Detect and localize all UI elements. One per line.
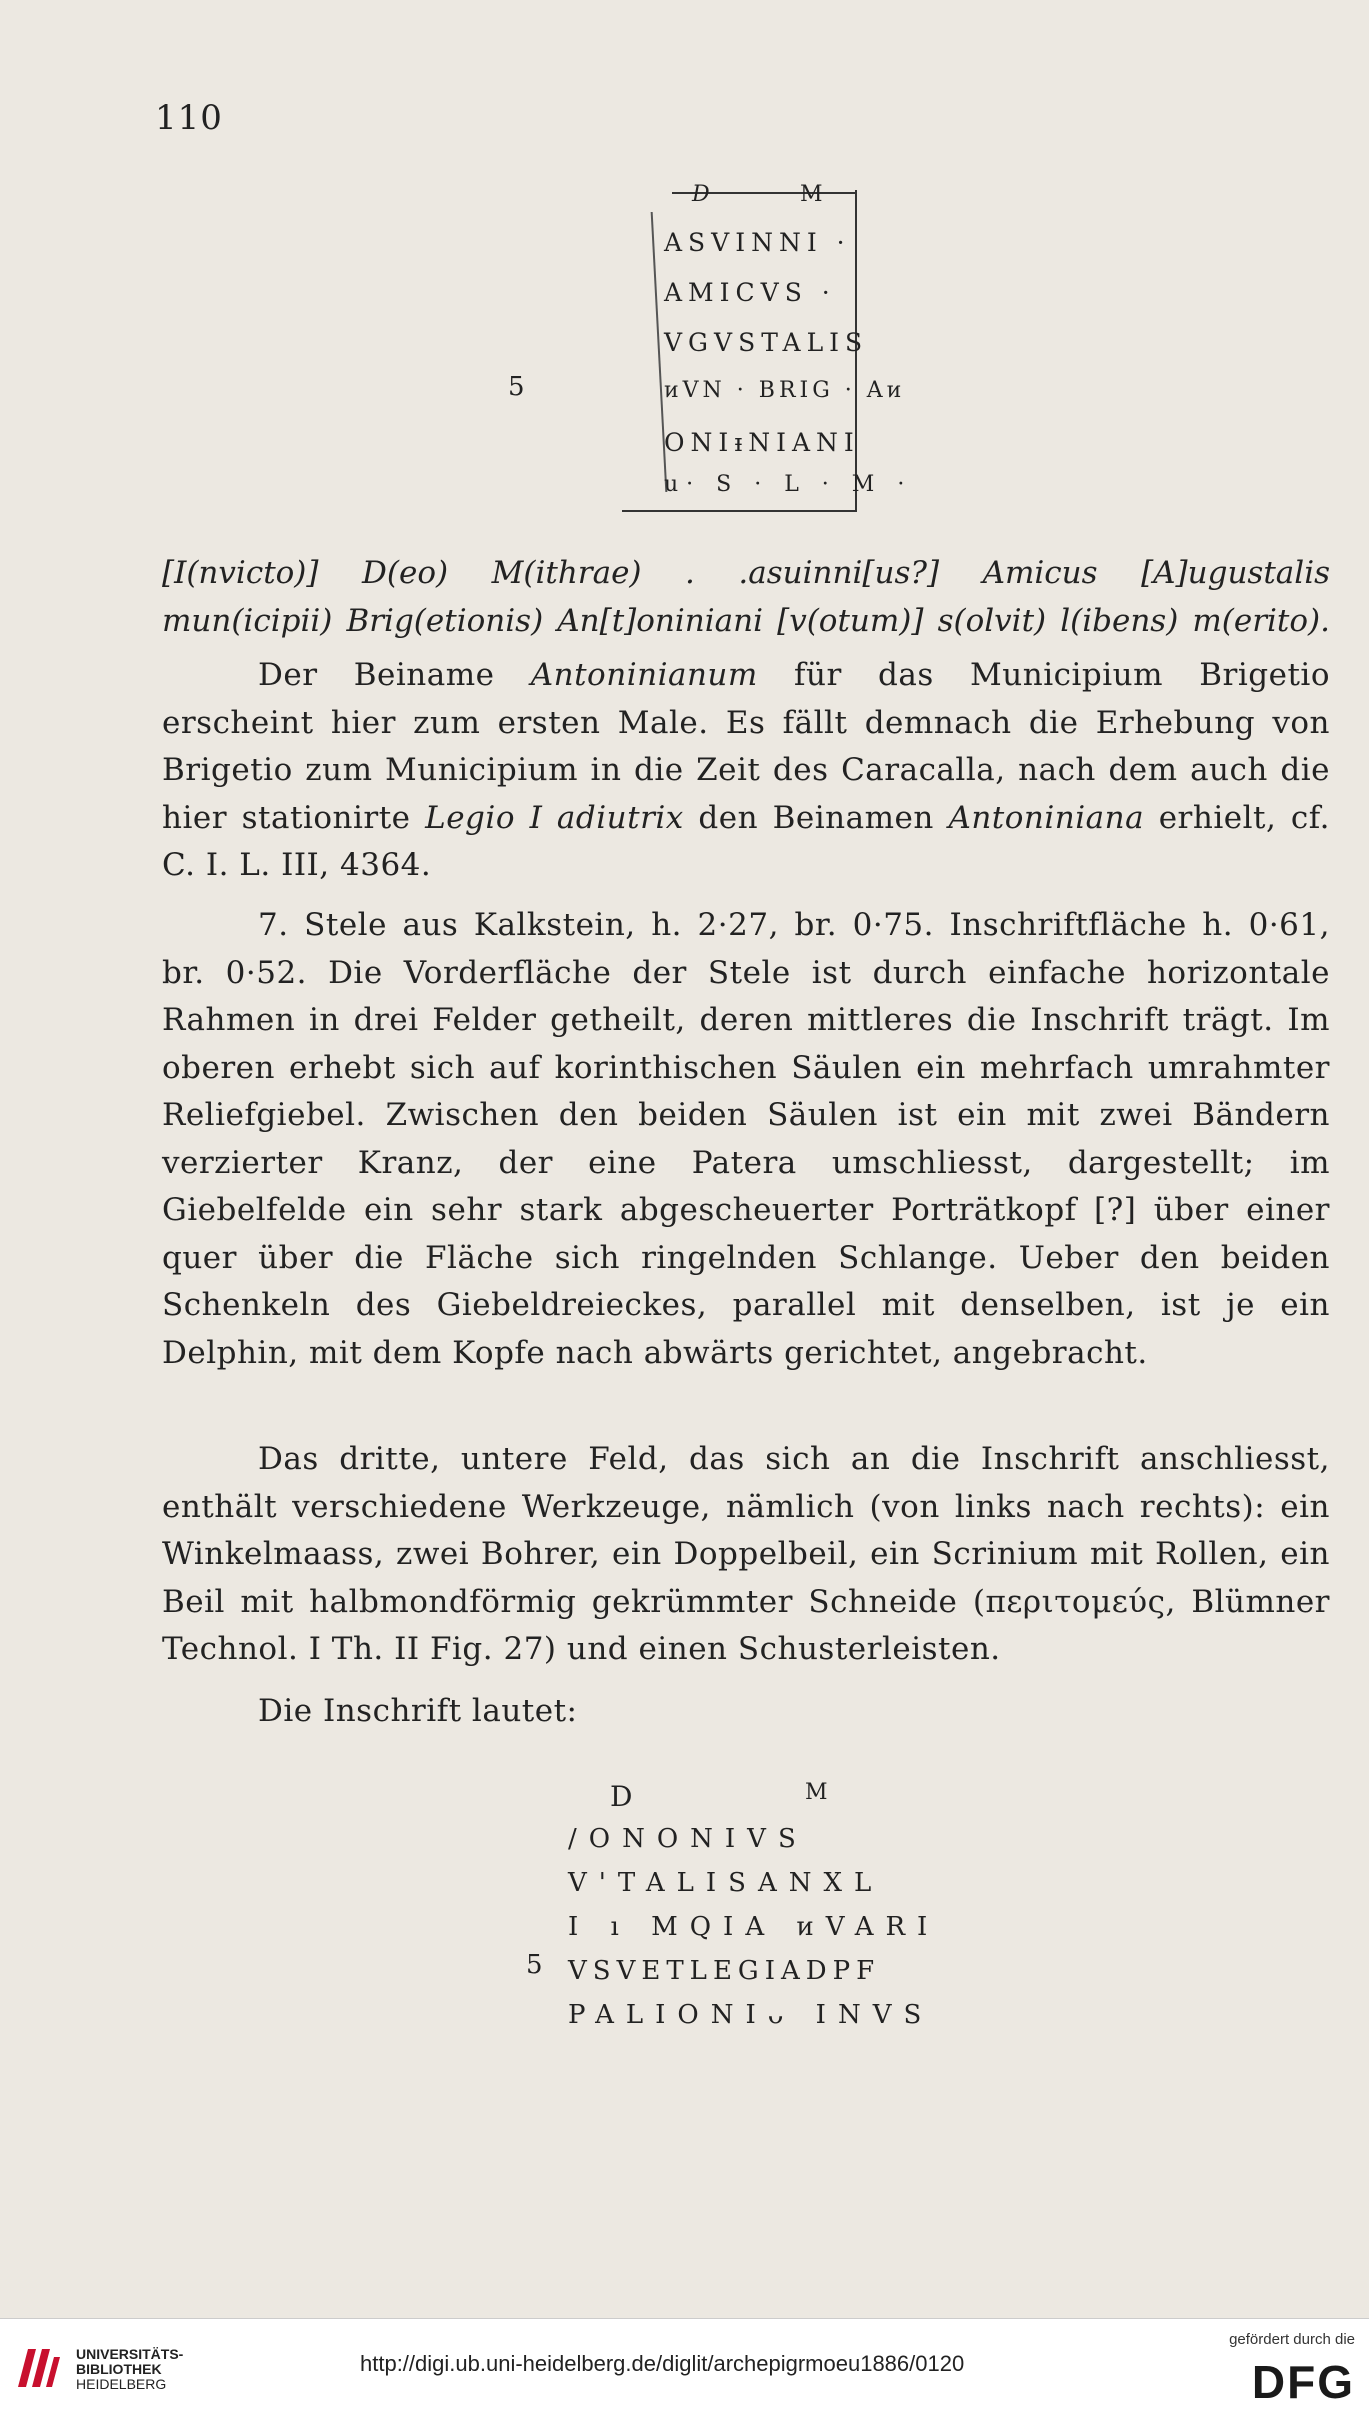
inscription-header-d: D xyxy=(692,182,710,207)
paragraph-text: 7. Stele aus Kalkstein, h. 2·27, br. 0·75. Inschriftfläche h. 0·61, br. 0·52. Die Vorderfläche der Stele ist durch einfache horizontale Rahmen in drei Felder getheilt, deren mittleres die Inschrift trägt. Im oberen erhebt sich auf korinthischen Säulen ein mehrfach umrahmter Reliefgiebel. Zwischen den beiden Säulen ist ein mit zwei Bändern verzierter Kranz, der eine Patera umschliesst, dargestellt; im Giebelfelde ein sehr stark abgescheuerter Porträtkopf [?] über einer quer über die Fläche sich ringelnden Schlange. Ueber den beiden Schenkeln des Giebeldreieckes, parallel mit denselben, ist je ein Delphin, mit dem Kopfe nach abwärts gerichtet, angebracht. xyxy=(162,907,1330,1371)
text-span: Der Beiname xyxy=(258,657,531,693)
inscription-header-m: M xyxy=(800,182,823,207)
inscription-header-m: M xyxy=(805,1780,828,1805)
transcription-part: D(eo) xyxy=(362,555,492,591)
inscription-line-number: 5 xyxy=(526,1950,543,1980)
transcription-part: Brig(etionis) xyxy=(346,602,558,639)
library-name-line: BIBLIOTHEK xyxy=(76,2361,162,2377)
text-span-italic: Antoniniana xyxy=(948,799,1145,836)
transcription-part: m(erito). xyxy=(1192,602,1330,639)
inscription-drawing-2 xyxy=(530,1780,940,2030)
transcription-part: Amicus xyxy=(982,555,1142,591)
transcription-part: . .asuinni[us?] xyxy=(685,555,983,591)
library-name xyxy=(76,2347,183,2392)
inscription-drawing-1 xyxy=(612,182,913,512)
text-span-italic: Legio I adiutrix xyxy=(425,799,684,836)
paragraph-stele xyxy=(162,902,1330,1377)
inscription-line: ᴎVN · BRIG · Aᴎ xyxy=(664,378,906,403)
dfg-logo: DFG xyxy=(1251,2356,1355,2408)
paragraph-text xyxy=(162,652,1330,890)
permalink-url[interactable]: http://digi.ub.uni-heidelberg.de/diglit/archepigrmoeu1886/0120 xyxy=(360,2351,965,2376)
transcription-part: An[t]oniniani xyxy=(557,602,778,639)
inscription-line: PALIONIᴗ INVS xyxy=(568,2000,934,2030)
inscription-line: AMICVS · xyxy=(664,278,836,307)
text-span: den Beinamen xyxy=(683,799,949,836)
text-span: für das Municipium Brigetio erscheint hier zum ersten Male. Es fällt demnach die Erhebung von Brigetio zum Municipium in die Zeit des Caracalla, nach dem auch die hier stationirte xyxy=(162,657,1330,836)
transcription-block xyxy=(162,550,1330,645)
inscription-frame-bottom xyxy=(622,510,857,512)
page-number: 110 xyxy=(155,98,223,138)
inscription-line: /ONONIVS xyxy=(568,1824,808,1854)
paragraph-werkzeuge xyxy=(162,1436,1330,1674)
transcription-part: [A]ugustalis xyxy=(1141,555,1331,591)
inscription-line: VSVETLEGIADPF xyxy=(568,1956,881,1986)
viewer-footer xyxy=(0,2318,1369,2412)
transcription-line-1 xyxy=(162,550,1330,598)
inscription-header-d: D xyxy=(610,1780,633,1813)
inscription-line-number: 5 xyxy=(508,372,525,402)
paragraph-text: Die Inschrift lautet: xyxy=(258,1693,578,1729)
library-name-line: UNIVERSITÄTS- xyxy=(76,2346,184,2362)
inscription-line: VGVSTALIS xyxy=(664,328,869,357)
inscription-header xyxy=(692,182,852,210)
sponsor-text: gefördert durch die xyxy=(1229,2331,1355,2348)
paragraph-text: Das dritte, untere Feld, das sich an die Inschrift anschliesst, enthält verschiedene Werkzeuge, nämlich (von links nach rechts): ein Winkelmaass, zwei Bohrer, ein Doppelbeil, ein Scrinium mit Rollen, ein Beil mit halbmondförmig gekrümmter Schneide (περιτομεύς, Blümner Technol. I Th. II Fig. 27) und einen Schusterleisten. xyxy=(162,1441,1330,1667)
university-library-logo-icon xyxy=(14,2343,62,2391)
inscription-line: ONIᵻNIANI xyxy=(664,428,860,457)
transcription-part: [v(otum)] xyxy=(777,602,938,639)
transcription-part: mun(icipii) xyxy=(162,602,347,639)
transcription-part: M(ithrae) xyxy=(491,555,686,591)
transcription-part: s(olvit) xyxy=(937,602,1061,639)
text-span: erhielt, cf. C. I. L. III, 4364. xyxy=(162,799,1330,883)
inscription-line: I ı MQIA ᴎVARI xyxy=(568,1912,940,1942)
inscription-line: u· S · L · M · xyxy=(664,472,913,497)
inscription-line: V'TALISANXL xyxy=(568,1868,884,1898)
transcription-part: [I(nvicto)] xyxy=(162,555,363,591)
library-name-line: HEIDELBERG xyxy=(76,2376,167,2392)
transcription-line-2 xyxy=(162,598,1330,646)
inscription-line: ASVINNI · xyxy=(664,228,851,257)
transcription-part: l(ibens) xyxy=(1060,602,1193,639)
paragraph-inschrift-lautet xyxy=(162,1688,1330,1736)
paragraph-beiname xyxy=(162,652,1330,890)
text-span-italic: Antoninianum xyxy=(530,657,758,693)
